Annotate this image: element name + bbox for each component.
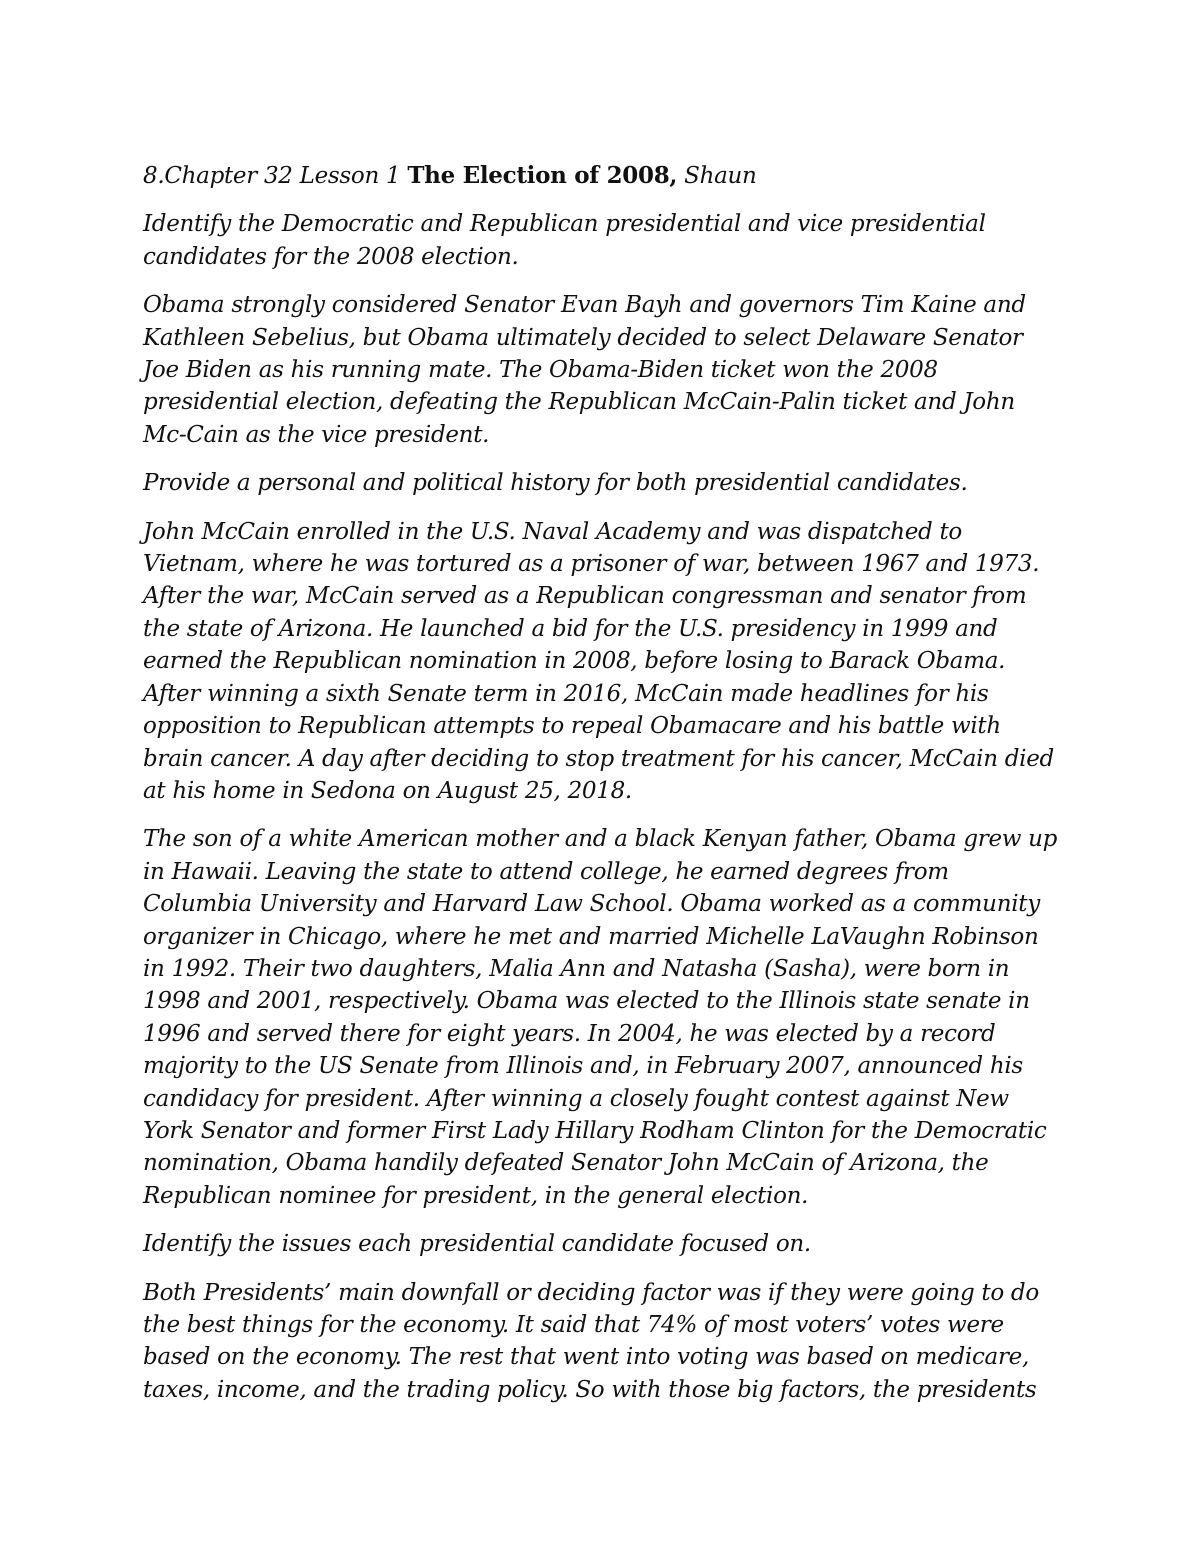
lesson-heading [143, 160, 1063, 192]
question-candidates: Identify the Democratic and Republican presidential and vice presidential candidates for the 2008 election. [143, 211, 986, 270]
lesson-heading-prefix: 8.Chapter 32 Lesson 1 [143, 163, 408, 189]
lesson-title: The Election of 2008, [407, 162, 678, 189]
answer-issues: Both Presidents’ main downfall or deciding factor was if they were going to do the best things for the economy. It said that 74% of most voters’ votes were based on the economy. The rest that went into voting was based on medicare, taxes, income, and the trading policy. So with those big factors, the presidents [143, 1279, 1039, 1403]
answer-candidates: Obama strongly considered Senator Evan Bayh and governors Tim Kaine and Kathleen Sebelius, but Obama ultimately decided to select Delaware Senator Joe Biden as his running mate. The Obama-Biden ticket won the 2008 presidential election, defeating the Republican McCain-Palin ticket and John Mc-Cain as the vice president. [143, 292, 1026, 448]
question-history: Provide a personal and political history for both presidential candidates. [143, 470, 968, 497]
answer-mccain-history: John McCain enrolled in the U.S. Naval Academy and was dispatched to Vietnam, where he was tortured as a prisoner of war, between 1967 and 1973. After the war, McCain served as a Republican congressman and senator from the state of Arizona. He launched a bid for the U.S. presidency in 1999 and earned the Republican nomination in 2008, before losing to Barack Obama. After winning a sixth Senate term in 2016, McCain made headlines for his opposition to Republican attempts to repeal Obamacare and his battle with brain cancer. A day after deciding to stop treatment for his cancer, McCain died at his home in Sedona on August 25, 2018. [143, 518, 1054, 804]
question-issues: Identify the issues each presidential candidate focused on. [143, 1231, 811, 1258]
document-body [143, 160, 1063, 1422]
lesson-author: Shaun [677, 163, 757, 189]
answer-obama-history: The son of a white American mother and a black Kenyan father, Obama grew up in Hawaii. Leaving the state to attend college, he earned degrees from Columbia University and Harvard Law School. Obama worked as a community organizer in Chicago, where he met and married Michelle LaVaughn Robinson in 1992. Their two daughters, Malia Ann and Natasha (Sasha), were born in 1998 and 2001, respectively. Obama was elected to the Illinois state senate in 1996 and served there for eight years. In 2004, he was elected by a record majority to the US Senate from Illinois and, in February 2007, announced his candidacy for president. After winning a closely fought contest against New York Senator and former First Lady Hillary Rodham Clinton for the Democratic nomination, Obama handily defeated Senator John McCain of Arizona, the Republican nominee for president, in the general election. [143, 826, 1058, 1209]
